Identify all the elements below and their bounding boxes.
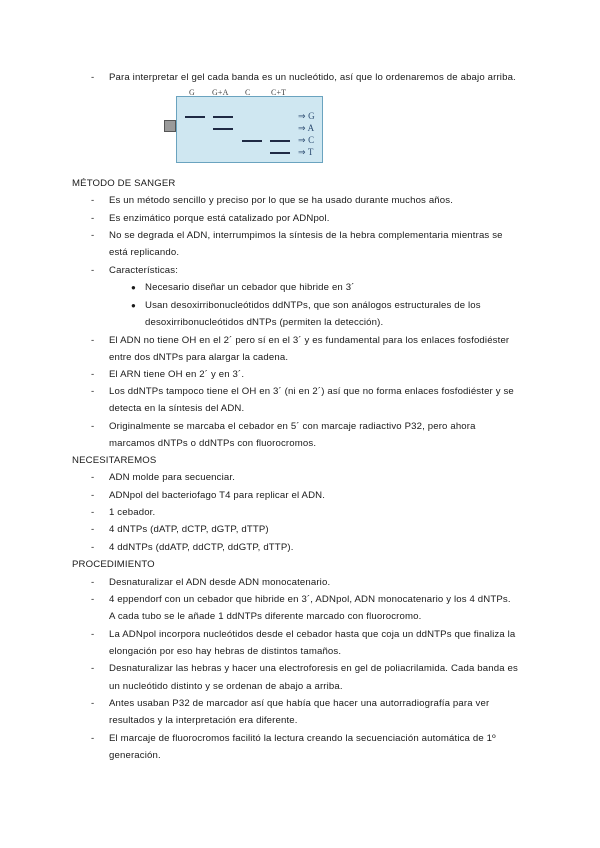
list-item: 4 ddNTPs (ddATP, ddCTP, ddGTP, dTTP). [109,542,294,553]
list-dash: - [91,629,95,640]
list-dash: - [91,594,95,605]
section-heading-procedimiento: PROCEDIMIENTO [72,559,155,570]
list-dash: - [91,72,95,83]
list-dash: - [91,472,95,483]
list-item-continuation: detecta en la síntesis del ADN. [109,403,245,414]
list-item-continuation: un nucleótido distinto y se ordenan de abajo a arriba. [109,681,343,692]
sub-bullet: ● [131,301,136,310]
gel-arrow-label: ⇒ T [298,147,314,157]
sub-list-item: Necesario diseñar un cebador que hibride en 3´ [145,282,355,293]
list-item: 4 dNTPs (dATP, dCTP, dGTP, dTTP) [109,524,269,535]
list-item: 1 cebador. [109,507,156,518]
list-item: Es un método sencillo y preciso por lo que se ha usado durante muchos años. [109,195,454,206]
list-dash: - [91,213,95,224]
list-item-continuation: entre dos dNTPs para alargar la cadena. [109,352,289,363]
gel-band [213,128,233,130]
list-item: No se degrada el ADN, interrumpimos la síntesis de la hebra complementaria mientras se [109,230,503,241]
list-item-continuation: marcamos dNTPs o ddNTPs con fluorocromos. [109,438,317,449]
list-item: La ADNpol incorpora nucleótidos desde el cebador hasta que coja un ddNTPs que finaliza la [109,629,516,640]
list-dash: - [91,195,95,206]
list-dash: - [91,577,95,588]
sub-list-item-continuation: desoxirribonucleótidos dNTPs (permiten la detección). [145,317,384,328]
list-item: El marcaje de fluorocromos facilitó la lectura creando la secuenciación automática de 1º [109,733,496,744]
list-item: Los ddNTPs tampoco tiene el OH en 3´ (ni en 2´) así que no forma enlaces fosfodiéster y se [109,386,514,397]
gel-band [242,140,262,142]
gel-well [164,120,176,132]
list-dash: - [91,524,95,535]
list-item-continuation: resultados y la interpretación era diferente. [109,715,298,726]
gel-arrow-label: ⇒ C [298,135,315,145]
list-item: Desnaturalizar el ADN desde ADN monocatenario. [109,577,331,588]
list-dash: - [91,542,95,553]
gel-figure [176,88,323,163]
list-dash: - [91,265,95,276]
list-item: El ARN tiene OH en 2´ y en 3´. [109,369,245,380]
list-dash: - [91,733,95,744]
list-item: Es enzimático porque está catalizado por ADNpol. [109,213,330,224]
gel-band [185,116,205,118]
list-item: 4 eppendorf con un cebador que hibride en 3´, ADNpol, ADN monocatenario y los 4 dNTPs. [109,594,511,605]
gel-arrow-label: ⇒ A [298,123,315,133]
list-item-continuation: A cada tubo se le añade 1 ddNTPs diferente marcado con fluorocromo. [109,611,422,622]
list-item: Originalmente se marcaba el cebador en 5´ con marcaje radiactivo P32, pero ahora [109,421,476,432]
list-dash: - [91,507,95,518]
section-heading-necesitaremos: NECESITAREMOS [72,455,157,466]
gel-band [270,140,290,142]
gel-column-label: C+T [271,88,287,97]
list-dash: - [91,698,95,709]
gel-column-label: C [245,88,251,97]
list-dash: - [91,421,95,432]
gel-column-label: G [189,88,195,97]
gel-band [270,152,290,154]
list-item: Desnaturalizar las hebras y hacer una electroforesis en gel de poliacrilamida. Cada banda es [109,663,518,674]
gel-arrow-label: ⇒ G [298,111,315,121]
list-dash: - [91,490,95,501]
sub-bullet: ● [131,283,136,292]
intro-item: Para interpretar el gel cada banda es un nucleótido, así que lo ordenaremos de abajo arriba. [109,72,516,83]
list-item: ADN molde para secuenciar. [109,472,236,483]
list-dash: - [91,335,95,346]
list-item: ADNpol del bacteriofago T4 para replicar el ADN. [109,490,326,501]
list-dash: - [91,369,95,380]
list-item-continuation: elongación por eso hay hebras de distintos tamaños. [109,646,342,657]
gel-band [213,116,233,118]
list-dash: - [91,663,95,674]
list-item: Características: [109,265,179,276]
list-item-continuation: generación. [109,750,161,761]
section-heading-sanger: MÉTODO DE SANGER [72,178,176,189]
sub-list-item: Usan desoxirribonucleótidos ddNTPs, que son análogos estructurales de los [145,300,481,311]
gel-column-label: G+A [212,88,229,97]
list-dash: - [91,230,95,241]
list-item-continuation: está replicando. [109,247,180,258]
list-item: El ADN no tiene OH en el 2´ pero sí en el 3´ y es fundamental para los enlaces fosfodiéster [109,335,510,346]
list-item: Antes usaban P32 de marcador así que había que hacer una autorradiografía para ver [109,698,490,709]
list-dash: - [91,386,95,397]
